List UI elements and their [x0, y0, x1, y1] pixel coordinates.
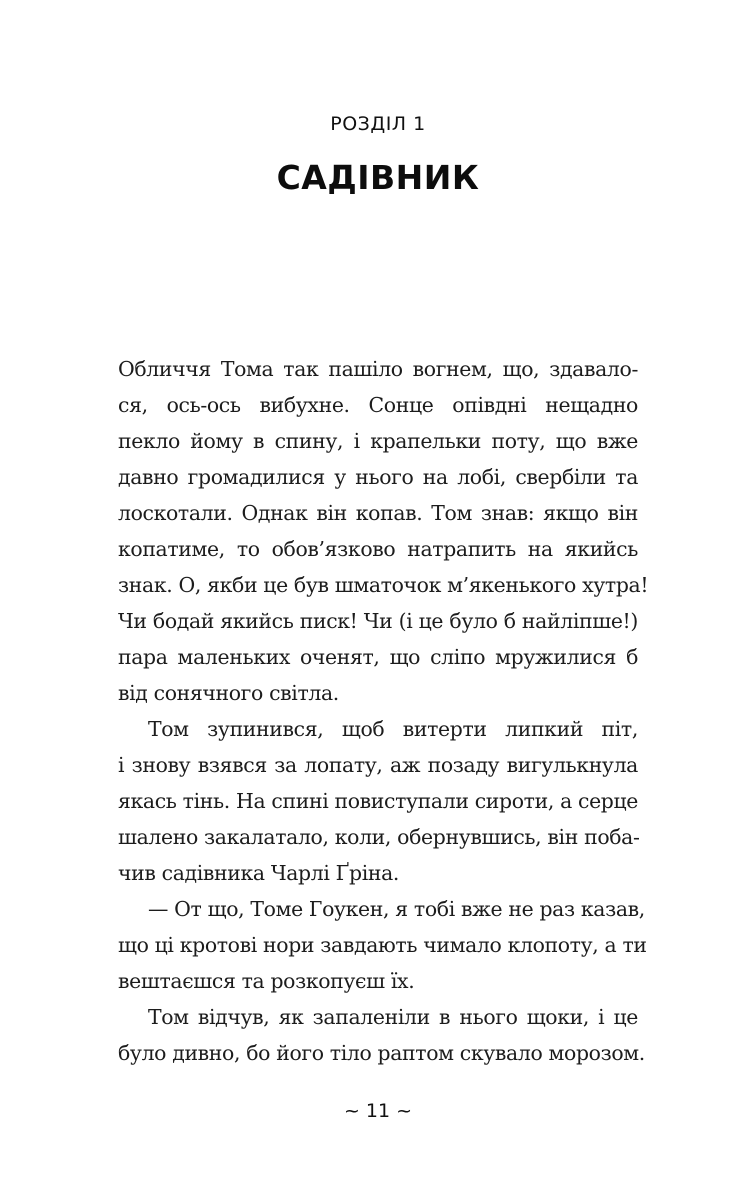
- paragraph-2: [118, 711, 638, 891]
- text-line: пекло йому в спину, і крапельки поту, що вже: [118, 429, 638, 453]
- text-line: Чи бодай якийсь писк! Чи (і це було б найліпше!): [118, 609, 638, 633]
- text-line: давно громадилися у нього на лобі, свербіли та: [118, 465, 638, 489]
- text-line: — От що, Томе Гоукен, я тобі вже не раз казав,: [148, 897, 645, 921]
- text-line: шалено закалатало, коли, обернувшись, він поба-: [118, 825, 640, 849]
- paragraph-3: [118, 891, 647, 999]
- text-line: вештаєшся та розкопуєш їх.: [118, 969, 415, 993]
- text-line: пара маленьких оченят, що сліпо мружилися б: [118, 645, 638, 669]
- text-line: знак. О, якби це був шматочок м’якенького хутра!: [118, 573, 649, 597]
- chapter-title: САДІВНИК: [276, 158, 480, 197]
- text-line: було дивно, бо його тіло раптом скувало морозом.: [118, 1041, 645, 1065]
- text-line: Обличчя Тома так пашіло вогнем, що, здавало-: [118, 357, 638, 381]
- paragraph-1: [118, 351, 649, 711]
- text-line: і знову взявся за лопату, аж позаду вигулькнула: [118, 753, 638, 777]
- text-line: лоскотали. Однак він копав. Том знав: якщо він: [118, 501, 638, 525]
- text-line: від сонячного світла.: [118, 681, 339, 705]
- text-line: копатиме, то обов’язково натрапить на якийсь: [118, 537, 638, 561]
- text-line: що ці кротові нори завдають чималo клопоту, а ти: [118, 933, 647, 957]
- chapter-body: [118, 351, 649, 1071]
- page-number: ~ 11 ~: [343, 1100, 413, 1122]
- chapter-label: РОЗДІЛ 1: [330, 113, 426, 135]
- text-line: ся, ось-ось вибухне. Сонце опівдні нещадно: [118, 393, 638, 417]
- text-line: Том відчув, як запаленіли в нього щоки, і це: [148, 1005, 638, 1029]
- paragraph-4: [118, 999, 645, 1071]
- text-line: чив садівника Чарлі Ґріна.: [118, 861, 400, 885]
- text-line: якась тінь. На спині повиступали сироти, а серце: [118, 789, 638, 813]
- text-line: Том зупинився, щоб витерти липкий піт,: [148, 717, 638, 741]
